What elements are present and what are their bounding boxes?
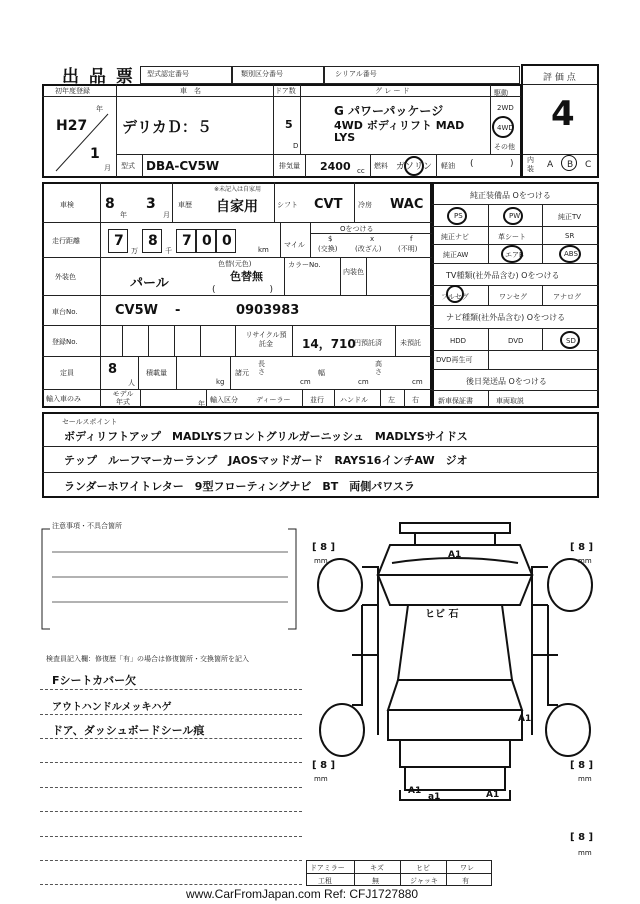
inspection-year-unit: 年	[120, 211, 127, 219]
diesel-paren-open: (	[470, 159, 474, 169]
type-cert-field	[140, 66, 232, 84]
dims-label: 諸元	[235, 369, 249, 377]
car-name-label: 車 名	[180, 87, 201, 95]
legend-crack: ヒビ	[416, 864, 430, 872]
inspector-label: 検査員記入欄：修復歴「有」の場合は修復箇所・交換箇所を記入	[46, 655, 249, 663]
legend-val-3: ジャッキ	[410, 877, 438, 885]
diesel-paren-close: )	[510, 159, 514, 169]
sales-line-1: ボディリフトアップ MADLYSフロントグリルガーニッシュ MADLYSサイドス	[64, 430, 468, 443]
load-kg: kg	[216, 378, 225, 386]
width-label: 幅	[318, 369, 325, 377]
first-reg-label: 初年度登録	[55, 87, 90, 95]
int-color-label: 内装色	[343, 268, 364, 276]
grade-label: グ レ ー ド	[375, 87, 410, 95]
mark-dollar: $	[328, 235, 333, 243]
tread-fr-unit: mm	[578, 557, 592, 565]
mark-exchange: (交換)	[318, 245, 338, 253]
navi-sd-circle	[560, 331, 580, 349]
load-label: 積載量	[146, 369, 167, 377]
mark-rear-a1-left: A1	[408, 786, 422, 796]
grade-line1: G パワーパッケージ	[334, 104, 444, 118]
mark-rear-a1-right: A1	[486, 790, 500, 800]
interior-b-circle	[561, 155, 577, 171]
tv-title: TV種類(社外品含む) Oをつける	[446, 271, 560, 280]
mileage-digit-5	[216, 229, 236, 253]
sales-line-2: テップ ルーフマーカーランプ JAOSマッドガード RAYS16インチAW ジオ	[64, 454, 468, 467]
model-label: 型式	[121, 162, 135, 170]
tread-extra-unit: mm	[578, 849, 592, 857]
recycle-value: 14，710	[302, 337, 356, 351]
equipment-title: 純正装備品 Oをつける	[470, 191, 551, 200]
recycle-unpaid: 未預託	[400, 339, 421, 347]
mileage-digit-2-value: 8	[148, 233, 158, 249]
type-cert-label: 型式認定番号	[147, 70, 189, 78]
color-change-paren: ( )	[212, 285, 274, 295]
capacity-value: 8	[108, 362, 118, 377]
mark-f: f	[410, 235, 413, 243]
history-value: 自家用	[216, 199, 258, 215]
chassis-dash: -	[175, 303, 181, 318]
displacement-value: 2400	[320, 160, 351, 173]
tv-analog: アナログ	[553, 293, 581, 301]
recycle-paid: 円預託済	[354, 339, 382, 347]
height-cm: cm	[412, 378, 423, 386]
mileage-sen: 千	[165, 247, 172, 255]
tread-extra: [ 8 ]	[570, 832, 594, 843]
serial-label: シリアル番号	[335, 70, 377, 78]
mark-x: x	[370, 235, 375, 243]
handle-label: ハンドル	[340, 396, 368, 404]
tread-fr: [ 8 ]	[570, 542, 594, 553]
history-note: ※未記入は自家用	[214, 186, 262, 193]
equip-abs: ABS	[564, 250, 578, 258]
handwritten-note-1: Fシートカバー欠	[52, 674, 137, 687]
dvd-playable: DVD再生可	[436, 356, 473, 364]
serial-field	[324, 66, 520, 84]
equip-airbag: エアB	[505, 251, 524, 259]
drive-label: 駆動	[494, 89, 508, 97]
displacement-unit: cc	[357, 167, 365, 175]
mileage-man: 万	[131, 247, 138, 255]
car-diagram	[300, 505, 610, 870]
ext-color-label: 外装色	[55, 273, 76, 281]
mileage-digit-1-value: 7	[114, 233, 124, 249]
navi-dvd: DVD	[508, 337, 524, 345]
legend-break: ワレ	[460, 864, 474, 872]
mileage-digit-2	[142, 229, 162, 253]
model-year-label: モデル年式	[112, 390, 134, 406]
chassis-no: 0903983	[236, 303, 300, 318]
handle-right: 右	[412, 396, 419, 404]
legend-val-1: 工租	[318, 877, 332, 885]
equip-pw: PW	[509, 212, 521, 220]
doors-label: ドア数	[275, 87, 296, 95]
import-parallel: 並行	[310, 396, 324, 404]
mileage-km: km	[258, 246, 269, 254]
width-cm: cm	[358, 378, 369, 386]
chassis-label: 車台No.	[52, 308, 78, 316]
score-box	[521, 64, 599, 178]
equip-aw: 純正AW	[443, 251, 469, 259]
equip-tv: 純正TV	[558, 213, 582, 221]
ac-label: 冷房	[358, 201, 372, 209]
first-reg-month: 1	[90, 146, 100, 162]
fuel-gasoline: ガソリン	[396, 162, 433, 172]
tv-fullseg-circle	[446, 285, 464, 303]
model-year-unit: 年	[198, 400, 205, 408]
equip-ps: PS	[454, 212, 463, 220]
door-suffix: D	[293, 142, 299, 150]
equip-abs-circle	[559, 245, 581, 263]
month-unit: 月	[104, 164, 111, 172]
legend-mirror: ドアミラー	[310, 864, 345, 872]
mileage-digit-4-value: 0	[202, 233, 212, 249]
import-dealer: ディーラー	[256, 396, 291, 404]
mileage-digit-3-value: 7	[182, 233, 192, 249]
first-reg-year: H27	[56, 118, 88, 134]
year-unit: 年	[96, 105, 103, 113]
handwritten-note-2: アウトハンドルメッキハゲ	[52, 702, 172, 713]
category-label: 類別区分番号	[241, 70, 283, 78]
navi-hdd: HDD	[450, 337, 467, 345]
reg-no-label: 登録No.	[52, 338, 78, 346]
chassis-model: CV5W	[115, 303, 158, 318]
notes-bracket	[38, 525, 308, 635]
legend-scratch: キズ	[370, 864, 384, 872]
equip-sr: SR	[565, 232, 575, 240]
tv-fullseg: フルセグ	[441, 293, 469, 301]
tread-rr: [ 8 ]	[570, 760, 594, 771]
drive-2wd: 2WD	[497, 104, 514, 112]
interior-a: A	[547, 160, 554, 170]
tread-rr-unit: mm	[578, 775, 592, 783]
inspection-year: 8	[105, 196, 115, 212]
equip-leather: 革シート	[498, 233, 526, 241]
mileage-digit-1	[108, 229, 128, 253]
grade-line3: LYS	[334, 131, 356, 144]
legend-val-2: 無	[372, 877, 379, 885]
handwritten-note-3: ドア、ダッシュボードシール痕	[52, 724, 205, 737]
displacement-label: 排気量	[279, 162, 300, 170]
drive-4wd: 4WD	[497, 124, 514, 132]
diesel-label: 軽油	[441, 162, 455, 170]
inspection-month: 3	[146, 196, 156, 212]
category-field	[232, 66, 324, 84]
interior-c: C	[585, 160, 592, 170]
color-change-label: 色替(元色)	[218, 260, 252, 268]
drive-other: その他	[494, 143, 515, 151]
shift-label: シフト	[277, 201, 298, 209]
mark-hood-a1: A1	[448, 550, 462, 560]
inspection-label: 車検	[60, 201, 74, 209]
equip-airbag-circle	[501, 245, 523, 263]
inspection-month-unit: 月	[163, 211, 170, 219]
mark-tampered: (改ざん)	[355, 245, 382, 253]
car-name: デリカＤ：５	[122, 118, 212, 136]
mileage-digit-3	[176, 229, 196, 253]
import-type-label: 輸入区分	[210, 396, 238, 404]
mark-note: Oをつける	[340, 225, 374, 233]
ac-value: WAC	[390, 197, 424, 212]
after-manual: 車両取説	[496, 397, 524, 405]
legend-val-4: 有	[462, 877, 469, 885]
after-title: 後日発送品 Oをつける	[466, 377, 547, 386]
mileage-digit-4	[196, 229, 216, 253]
interior-b: B	[567, 160, 574, 170]
footer-watermark: www.CarFromJapan.com Ref: CFJ1727880	[186, 887, 419, 901]
shift-value: CVT	[314, 197, 343, 212]
ext-color-value: パール	[130, 276, 169, 291]
handle-left: 左	[388, 396, 395, 404]
equip-navi: 純正ナビ	[441, 233, 469, 241]
mileage-digit-5-value: 0	[222, 233, 232, 249]
tv-oneseg: ワンセグ	[499, 293, 527, 301]
length-cm: cm	[300, 378, 311, 386]
door-count: 5	[285, 118, 293, 131]
sales-points-label: セールスポイント	[62, 418, 118, 426]
mark-unknown: (不明)	[398, 245, 418, 253]
sales-line-3: ランダーホワイトレター 9型フローティングナビ BT 両側パワスラ	[64, 480, 415, 493]
tread-fl-unit: mm	[314, 557, 328, 565]
color-change-value: 色替無	[230, 270, 263, 283]
mark-rear-right-a1: A1	[518, 714, 532, 724]
equip-ps-circle	[447, 207, 467, 225]
tread-rl-unit: mm	[314, 775, 328, 783]
score-value: 4	[551, 94, 575, 134]
mark-rear-a1-small: a1	[428, 792, 441, 802]
height-label: 高さ	[375, 360, 382, 376]
form-title: 出 品 票	[62, 67, 135, 87]
mark-windshield-chip: ヒビ 石	[425, 609, 459, 620]
interior-label: 内装	[527, 156, 534, 173]
score-label: 評 価 点	[543, 73, 576, 83]
drive-4wd-circle	[492, 116, 514, 138]
capacity-label: 定員	[60, 369, 74, 377]
tread-rl: [ 8 ]	[312, 760, 336, 771]
history-label: 車歴	[178, 201, 192, 209]
capacity-unit: 人	[128, 379, 135, 387]
navi-title: ナビ種類(社外品含む) Oをつける	[446, 313, 566, 322]
mile-label: マイル	[284, 241, 305, 249]
grade-line2: 4WD ボディリフト MAD	[334, 119, 465, 132]
fuel-circle	[404, 156, 424, 176]
tread-fl: [ 8 ]	[312, 542, 336, 553]
mileage-label: 走行距離	[52, 237, 80, 245]
length-label: 長さ	[258, 360, 265, 376]
model-code: DBA-CV5W	[146, 159, 220, 173]
import-label: 輸入車のみ	[46, 395, 81, 403]
notes-label: 注意事項・不具合箇所	[52, 522, 122, 530]
recycle-label: リサイクル預託金	[245, 331, 287, 348]
navi-sd: SD	[566, 337, 576, 345]
after-warranty: 新車保証書	[438, 397, 473, 405]
fuel-label: 燃料	[374, 162, 388, 170]
color-no-label: カラーNo.	[288, 261, 321, 269]
equip-pw-circle	[503, 207, 523, 225]
